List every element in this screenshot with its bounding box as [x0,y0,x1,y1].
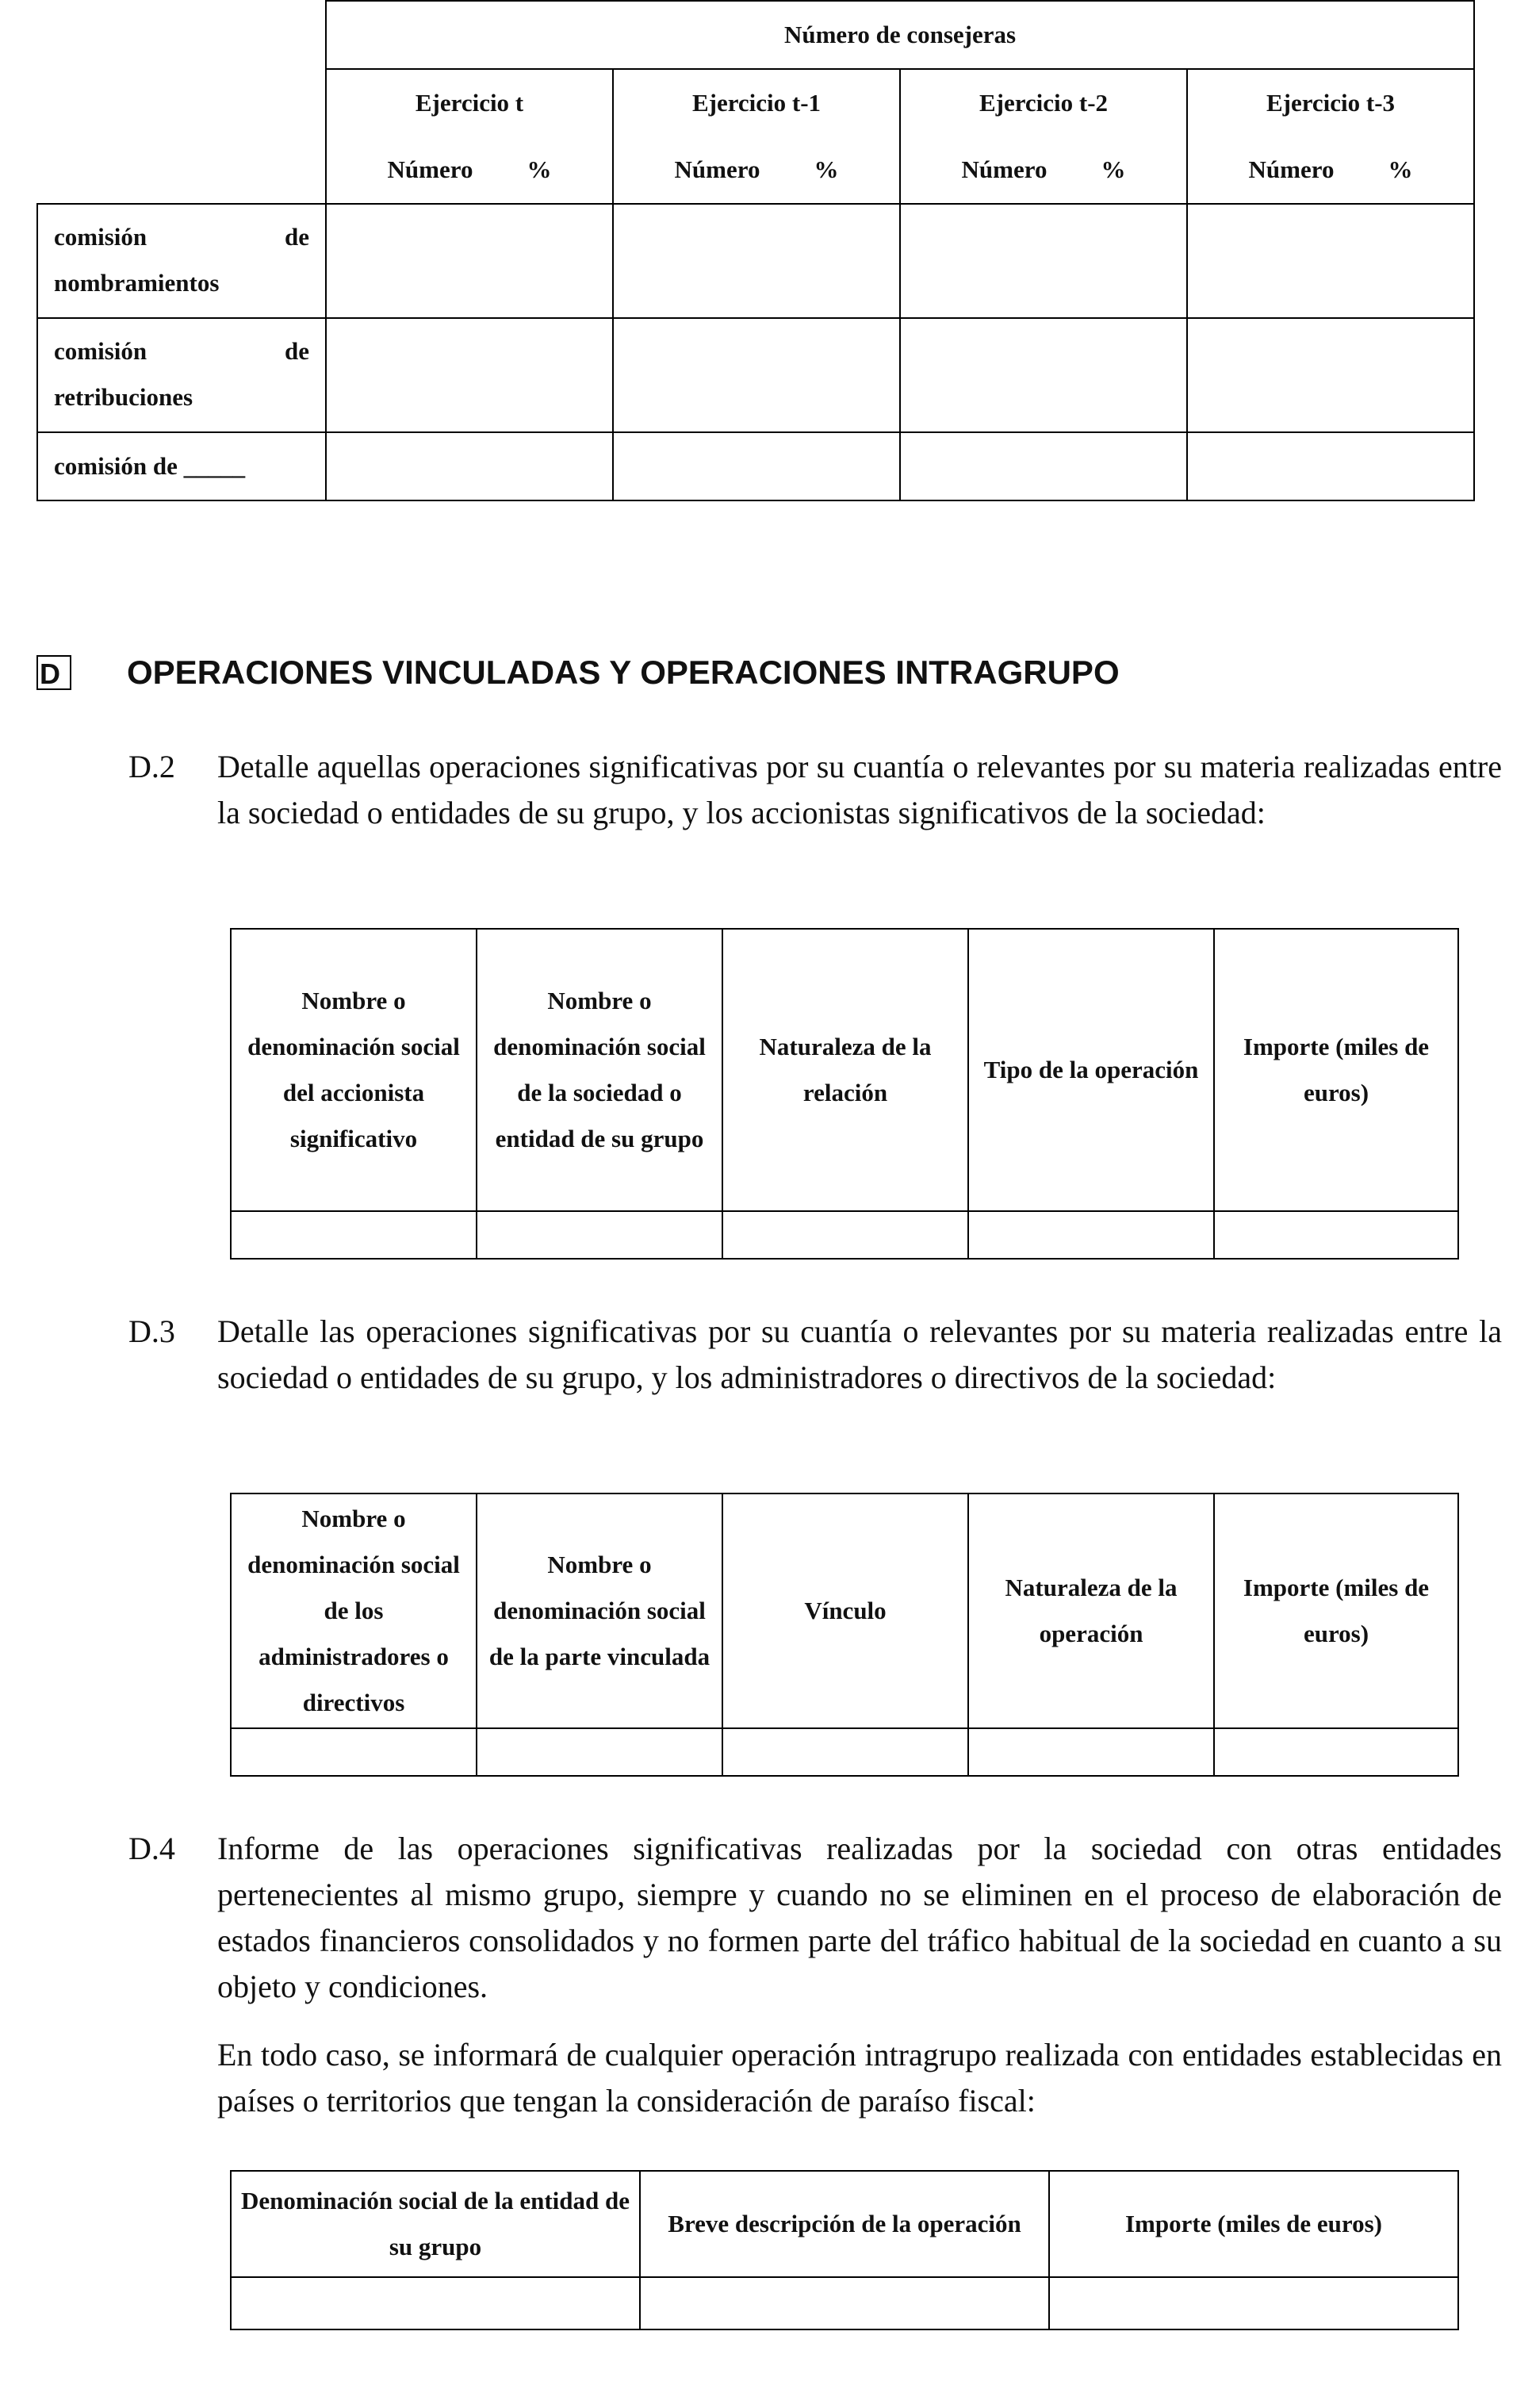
item-number-d3: D.3 [128,1313,175,1349]
section-letter-box: D [36,655,71,690]
column-header: Nombre o denominación social de la parte vinculada [477,1493,722,1728]
table-cell[interactable] [1187,318,1474,432]
table-row [231,1728,1458,1776]
table-cell[interactable] [231,1211,477,1259]
period-label: Ejercicio t-1 [691,89,822,117]
numero-label: Número [387,155,473,183]
numero-label: Número [1248,155,1335,183]
table-cell[interactable] [1214,1728,1458,1776]
table-cell[interactable] [613,432,900,500]
table-cell[interactable] [613,204,900,318]
table-corner [37,1,326,69]
table-row [231,1211,1458,1259]
column-header: Importe (miles de euros) [1214,1493,1458,1728]
d2-table [230,928,1459,1260]
table-cell[interactable] [900,318,1187,432]
row-label: comisión de nombramientos [37,204,326,318]
consejeras-table [36,0,1475,501]
table-row [37,432,1474,500]
column-header: Naturaleza de la relación [722,929,968,1211]
item-text-d4-note: En todo caso, se informará de cualquier operación intragrupo realizada con entidades establecidas en países o territorios que tengan la consideración de paraíso fiscal: [217,2037,1502,2119]
pct-label: % [814,155,839,183]
item-text-d4: Informe de las operaciones significativas realizadas por la sociedad con otras entidades pertenecientes al mismo grupo, siempre y cuando no se eliminen en el proceso de elaboración de estados financieros consolidados y no formen parte del tráfico habitual de la sociedad en cuanto a su objeto y condiciones. [217,1831,1502,2004]
period-label: Ejercicio t [415,89,524,117]
column-header: Nombre o denominación social de la sociedad o entidad de su grupo [477,929,722,1211]
numero-label: Número [674,155,760,183]
table-cell[interactable] [231,2277,640,2329]
d3-table [230,1493,1459,1777]
table-corner [37,69,326,204]
column-header: Importe (miles de euros) [1214,929,1458,1211]
column-header: Importe (miles de euros) [1049,2171,1458,2277]
column-header: Nombre o denominación social del accionista significativo [231,929,477,1211]
table-cell[interactable] [968,1211,1214,1259]
period-header [1187,69,1474,204]
table-cell[interactable] [326,318,613,432]
numero-label: Número [961,155,1048,183]
table-cell[interactable] [900,432,1187,500]
item-number-d2: D.2 [128,749,175,784]
item-text-d3: Detalle las operaciones significativas por su cuantía o relevantes por su materia realizadas entre la sociedad o entidades de su grupo, y los administradores o directivos de la sociedad: [217,1313,1502,1395]
consejeras-header: Número de consejeras [326,1,1474,69]
column-header: Breve descripción de la operación [640,2171,1049,2277]
table-cell[interactable] [231,1728,477,1776]
table-row [37,204,1474,318]
table-cell[interactable] [968,1728,1214,1776]
pct-label: % [1101,155,1126,183]
table-cell[interactable] [1214,1211,1458,1259]
column-header: Nombre o denominación social de los administradores o directivos [231,1493,477,1728]
pct-label: % [527,155,552,183]
pct-label: % [1388,155,1413,183]
table-cell[interactable] [477,1211,722,1259]
table-row [37,318,1474,432]
period-header [326,69,613,204]
row-label: comisión de _____ [37,432,326,500]
table-cell[interactable] [326,432,613,500]
period-label: Ejercicio t-2 [979,89,1109,117]
d4-table [230,2170,1459,2330]
column-header: Tipo de la operación [968,929,1214,1211]
column-header: Denominación social de la entidad de su grupo [231,2171,640,2277]
table-cell[interactable] [640,2277,1049,2329]
column-header: Naturaleza de la operación [968,1493,1214,1728]
period-label: Ejercicio t-3 [1266,89,1396,117]
table-cell[interactable] [900,204,1187,318]
table-cell[interactable] [722,1211,968,1259]
period-header [613,69,900,204]
table-cell[interactable] [722,1728,968,1776]
table-cell[interactable] [477,1728,722,1776]
table-cell[interactable] [326,204,613,318]
table-cell[interactable] [1187,432,1474,500]
table-row [231,2277,1458,2329]
column-header: Vínculo [722,1493,968,1728]
table-cell[interactable] [1187,204,1474,318]
row-label: comisión de retribuciones [37,318,326,432]
item-number-d4: D.4 [128,1831,175,1866]
item-text-d2: Detalle aquellas operaciones significativas por su cuantía o relevantes por su materia realizadas entre la sociedad o entidades de su grupo, y los accionistas significativos de la sociedad: [217,749,1502,830]
section-title: OPERACIONES VINCULADAS Y OPERACIONES INTRAGRUPO [127,654,1120,691]
period-header [900,69,1187,204]
table-cell[interactable] [613,318,900,432]
table-cell[interactable] [1049,2277,1458,2329]
